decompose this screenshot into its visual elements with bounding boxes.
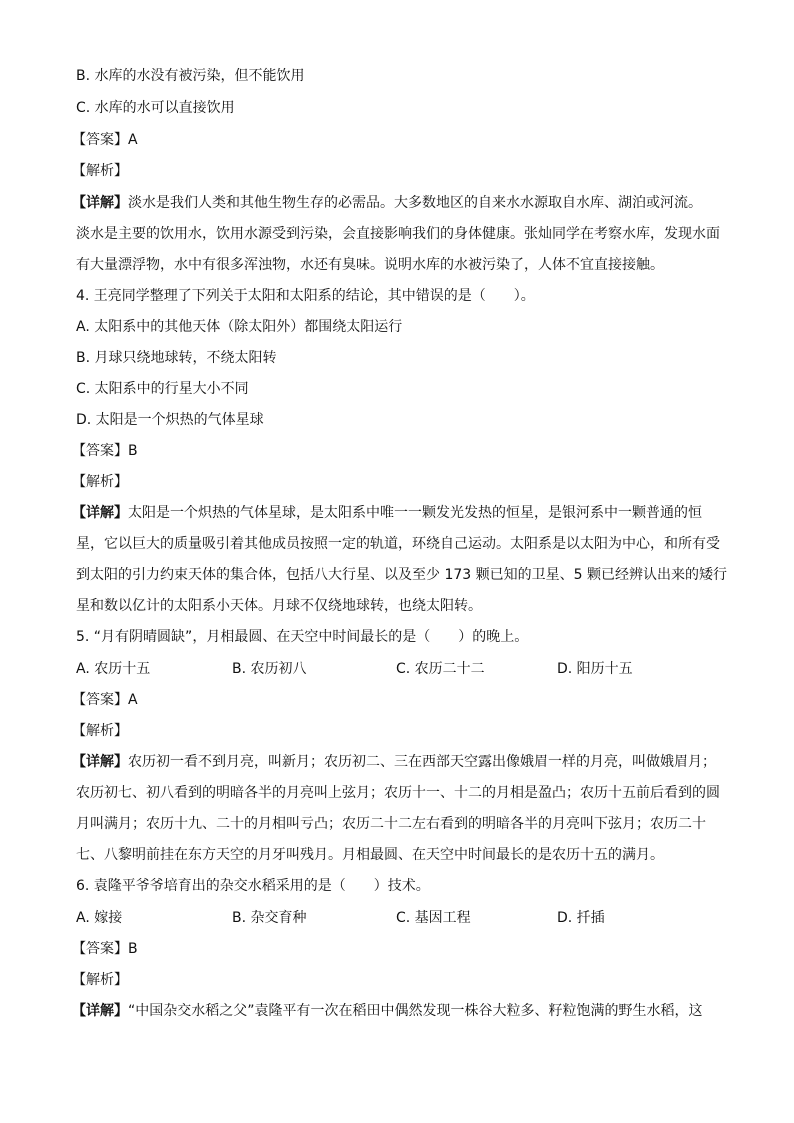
q5-detail-line-4: 七、八黎明前挂在东方天空的月牙叫残月。月相最圆、在天空中时间最长的是农历十五的满月。 — [76, 847, 664, 863]
q4-option-b: B. 月球只绕地球转，不绕太阳转 — [76, 350, 277, 366]
q4-analysis-tag: 【解析】 — [72, 474, 128, 490]
q6-option-b: B. 杂交育种 — [232, 910, 307, 926]
q5-option-a: A. 农历十五 — [76, 661, 151, 677]
q4-stem: 4. 王亮同学整理了下列关于太阳和太阳系的结论，其中错误的是（ ）。 — [76, 288, 535, 304]
answer-value: A — [128, 132, 138, 148]
detail-tag: 【详解】 — [72, 754, 128, 770]
q4-detail-line-2: 星，它以巨大的质量吸引着其他成员按照一定的轨道，环绕自己运动。太阳系是以太阳为中心，和所有受 — [76, 536, 720, 552]
answer-tag: 【答案】 — [72, 941, 128, 957]
detail-text: 淡水是我们人类和其他生物生存的必需品。大多数地区的自来水水源取自水库、湖泊或河流。 — [128, 195, 702, 211]
q3-detail-line-1 — [72, 193, 702, 213]
q5-stem: 5. “月有阴晴圆缺”，月相最圆、在天空中时间最长的是（ ）的晚上。 — [76, 629, 529, 645]
q6-option-a: A. 嫁接 — [76, 910, 123, 926]
q4-detail-line-4: 星和数以亿计的太阳系小天体。月球不仅绕地球转，也绕太阳转。 — [76, 598, 482, 614]
detail-text: “中国杂交水稻之父”袁隆平有一次在稻田中偶然发现一株谷大粒多、籽粒饱满的野生水稻，这 — [128, 1003, 703, 1019]
q4-detail-line-3: 到太阳的引力约束天体的集合体，包括八大行星、以及至少 173 颗已知的卫星、5 颗已经辨认出来的矮行 — [76, 567, 727, 583]
answer-value: A — [128, 692, 138, 708]
q4-detail-line-1 — [72, 503, 702, 523]
q5-answer-line — [72, 690, 138, 710]
q4-option-a: A. 太阳系中的其他天体（除太阳外）都围绕太阳运行 — [76, 319, 403, 335]
answer-value: B — [128, 941, 138, 957]
q6-stem: 6. 袁隆平爷爷培育出的杂交水稻采用的是（ ）技术。 — [76, 878, 430, 894]
q6-answer-line — [72, 939, 138, 959]
q4-answer-line — [72, 441, 138, 461]
q6-option-c: C. 基因工程 — [396, 910, 471, 926]
q3-option-c: C. 水库的水可以直接饮用 — [76, 100, 235, 116]
detail-tag: 【详解】 — [72, 195, 128, 211]
answer-value: B — [128, 443, 138, 459]
q5-option-d: D. 阳历十五 — [557, 661, 633, 677]
q6-analysis-tag: 【解析】 — [72, 972, 128, 988]
q5-detail-line-3: 月叫满月；农历十九、二十的月相叫亏凸；农历二十二左右看到的明暗各半的月亮叫下弦月；农历二十 — [76, 816, 706, 832]
q6-option-d: D. 扦插 — [557, 910, 605, 926]
q5-analysis-tag: 【解析】 — [72, 723, 128, 739]
q4-option-c: C. 太阳系中的行星大小不同 — [76, 381, 249, 397]
detail-tag: 【详解】 — [72, 1003, 128, 1019]
q3-answer-line — [72, 130, 138, 150]
q3-option-b: B. 水库的水没有被污染，但不能饮用 — [76, 68, 305, 84]
q5-detail-line-1 — [72, 752, 716, 772]
q5-option-b: B. 农历初八 — [232, 661, 307, 677]
q3-detail-line-2: 淡水是主要的饮用水，饮用水源受到污染，会直接影响我们的身体健康。张灿同学在考察水库，发现水面 — [76, 226, 720, 242]
detail-text: 农历初一看不到月亮，叫新月；农历初二、三在西部天空露出像娥眉一样的月亮，叫做娥眉月； — [128, 754, 716, 770]
q5-detail-line-2: 农历初七、初八看到的明暗各半的月亮叫上弦月；农历十一、十二的月相是盈凸；农历十五前后看到的圆 — [76, 785, 720, 801]
answer-tag: 【答案】 — [72, 443, 128, 459]
detail-tag: 【详解】 — [72, 505, 128, 521]
q3-detail-line-3: 有大量漂浮物，水中有很多浑浊物，水还有臭味。说明水库的水被污染了，人体不宜直接接触。 — [76, 257, 664, 273]
q4-option-d: D. 太阳是一个炽热的气体星球 — [76, 412, 264, 428]
answer-tag: 【答案】 — [72, 132, 128, 148]
q5-option-c: C. 农历二十二 — [396, 661, 485, 677]
answer-tag: 【答案】 — [72, 692, 128, 708]
q6-detail-line-1 — [72, 1001, 703, 1021]
detail-text: 太阳是一个炽热的气体星球，是太阳系中唯一一颗发光发热的恒星，是银河系中一颗普通的恒 — [128, 505, 702, 521]
q3-analysis-tag: 【解析】 — [72, 163, 128, 179]
